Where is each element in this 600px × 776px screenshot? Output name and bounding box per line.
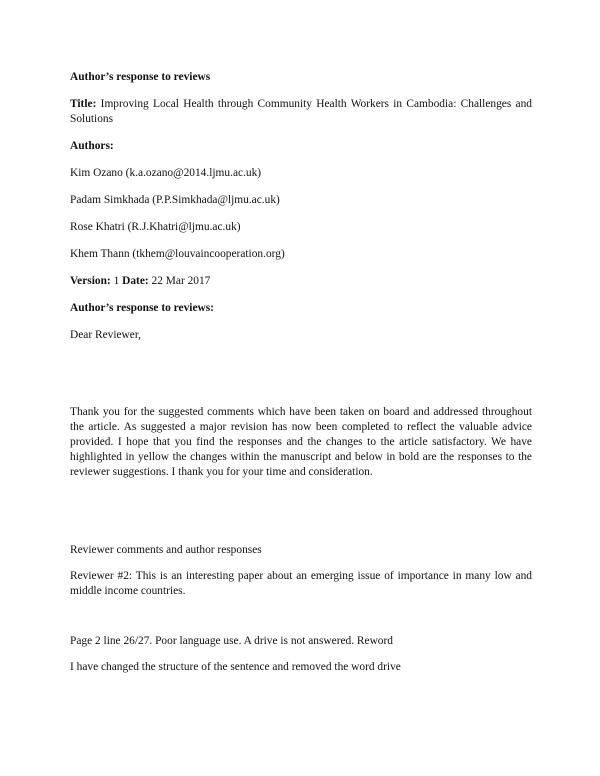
author-item: Khem Thann (tkhem@louvaincooperation.org) bbox=[70, 248, 285, 260]
version-label: Version: bbox=[70, 275, 111, 287]
author-item: Kim Ozano (k.a.ozano@2014.ljmu.ac.uk) bbox=[70, 167, 262, 179]
version-value: 1 bbox=[110, 275, 123, 287]
section-heading: Reviewer comments and author responses bbox=[70, 544, 262, 556]
date-value: 22 Mar 2017 bbox=[148, 275, 211, 287]
title-line bbox=[70, 97, 532, 127]
author-response: I have changed the structure of the sentence and removed the word drive bbox=[70, 661, 401, 673]
reviewer-comment: Reviewer #2: This is an interesting paper about an emerging issue of importance in many low and middle income countries. bbox=[70, 570, 532, 597]
salutation: Dear Reviewer, bbox=[70, 329, 142, 341]
author-item: Rose Khatri (R.J.Khatri@ljmu.ac.uk) bbox=[70, 221, 241, 233]
date-label: Date: bbox=[122, 275, 149, 287]
document-heading: Author’s response to reviews bbox=[70, 71, 211, 83]
title-text: Improving Local Health through Community Health Workers in Cambodia: Challenges and Solutions bbox=[70, 98, 532, 125]
version-date-line bbox=[70, 274, 532, 289]
author-item: Padam Simkhada (P.P.Simkhada@ljmu.ac.uk) bbox=[70, 194, 280, 206]
response-heading: Author’s response to reviews: bbox=[70, 302, 214, 314]
intro-paragraph: Thank you for the suggested comments which have been taken on board and addressed throughout the article. As suggested a major revision has now been completed to reflect the valuable advice provided. I hope that you find the responses and the changes to the article satisfactory. We have highlighted in yellow the changes within the manuscript and below in bold are the responses to the reviewer suggestions. I thank you for your time and consideration. bbox=[70, 406, 532, 478]
review-point: Page 2 line 26/27. Poor language use. A drive is not answered. Reword bbox=[70, 635, 393, 647]
authors-label: Authors: bbox=[70, 140, 114, 152]
title-label: Title: bbox=[70, 98, 97, 110]
